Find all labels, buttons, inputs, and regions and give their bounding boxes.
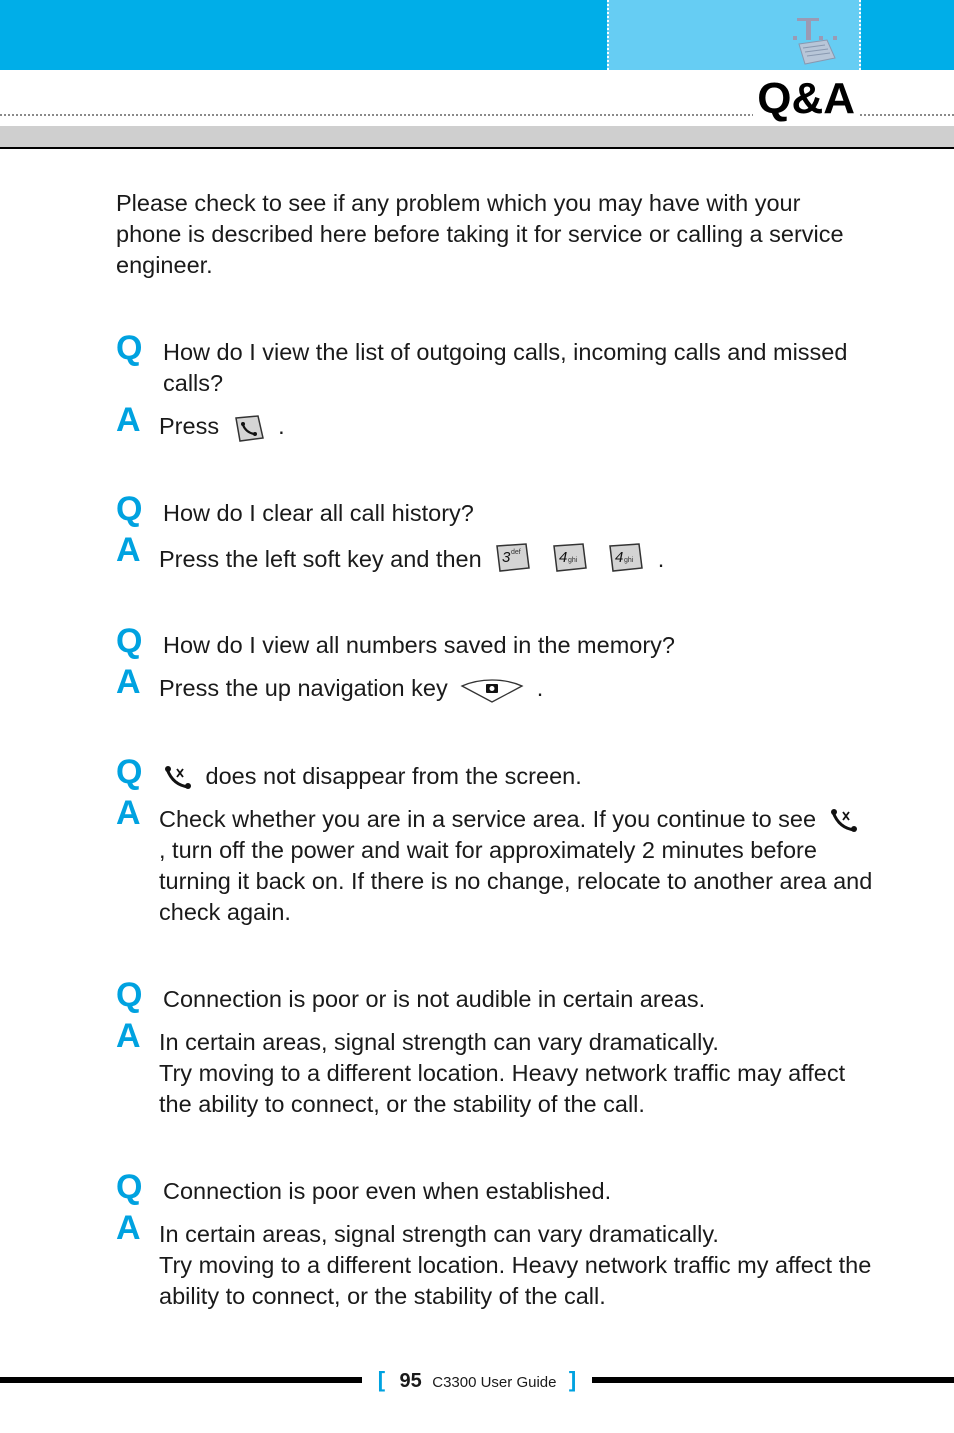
question-text: How do I view the list of outgoing calls, incoming calls and missed calls? — [163, 339, 848, 396]
page-title: Q&A — [753, 74, 859, 124]
question-text-part: does not disappear from the screen. — [205, 763, 582, 789]
q-mark: Q — [116, 329, 143, 367]
question-row — [116, 490, 876, 529]
question-text: How do I view all numbers saved in the memory? — [163, 632, 675, 658]
page-footer — [362, 1366, 592, 1397]
intro-paragraph: Please check to see if any problem which you may have with your phone is described here before taking it for service or calling a service engineer. — [116, 190, 844, 278]
key-letters: ghi — [567, 557, 578, 564]
up-nav-key-icon — [460, 676, 524, 704]
answer-text — [116, 411, 876, 443]
a-mark: A — [116, 1017, 141, 1055]
key-letters: ghi — [624, 557, 634, 564]
answer-row — [116, 531, 876, 581]
key-letters: def — [511, 549, 521, 556]
answer-line: Try moving to a different location. Heavy network traffic may affect the ability to connect, or the stability of the call. — [159, 1060, 846, 1117]
answer-text-part: . — [278, 413, 285, 439]
keypad-3-icon — [494, 541, 532, 581]
keypad-4-icon — [607, 541, 645, 581]
answer-text — [116, 673, 876, 704]
a-mark: A — [116, 794, 141, 832]
question-row — [116, 753, 876, 792]
question-text: Connection is poor or is not audible in certain areas. — [163, 986, 706, 1012]
question-row — [116, 329, 876, 399]
answer-text — [116, 1219, 876, 1312]
footer-bracket-right: ] — [568, 1367, 577, 1392]
answer-text-part: Check whether you are in a service area. If you continue to see — [159, 806, 817, 832]
header-grey-band — [0, 126, 954, 149]
answer-text-part: . — [536, 675, 544, 701]
a-mark: A — [116, 401, 141, 439]
q-mark: Q — [116, 622, 143, 660]
question-row — [116, 622, 876, 661]
qa-item — [116, 753, 876, 928]
answer-text-part: Press the left soft key and then — [159, 546, 482, 573]
q-mark: Q — [116, 976, 143, 1014]
no-service-icon — [163, 765, 193, 791]
question-text: Connection is poor even when established. — [163, 1178, 612, 1204]
qa-item — [116, 1168, 876, 1312]
answer-text-part: , turn off the power and wait for approximately 2 minutes before turning it back on. If there is no change, relocate to another area and check again. — [159, 837, 873, 925]
answer-text-part: Press — [159, 413, 220, 439]
answer-line: Try moving to a different location. Heavy network traffic my affect the ability to connect, or the stability of the call. — [159, 1252, 872, 1309]
no-service-icon — [829, 808, 859, 834]
q-mark: Q — [116, 1168, 143, 1206]
footer-rule-left — [0, 1377, 362, 1383]
question-row — [116, 976, 876, 1015]
footer-bracket-left: [ — [377, 1367, 386, 1392]
qa-item — [116, 976, 876, 1120]
question-text — [116, 761, 876, 792]
answer-row — [116, 1017, 876, 1120]
answer-row — [116, 794, 876, 928]
q-mark: Q — [116, 490, 143, 528]
answer-text-part: . — [657, 546, 665, 573]
key-number: 4 — [558, 549, 568, 566]
page-number: 95 — [399, 1370, 422, 1392]
a-mark: A — [116, 531, 141, 569]
guide-name: C3300 User Guide — [432, 1374, 557, 1391]
answer-text — [116, 541, 876, 581]
t-mobile-logo-icon — [779, 10, 845, 66]
send-key-icon — [232, 413, 266, 443]
qa-item — [116, 490, 876, 581]
key-number: 3 — [502, 549, 511, 566]
a-mark: A — [116, 1209, 141, 1247]
key-number: 4 — [615, 549, 624, 566]
answer-text — [116, 1027, 876, 1120]
a-mark: A — [116, 663, 141, 701]
logo-area — [607, 0, 861, 70]
answer-row — [116, 663, 876, 704]
question-text: How do I clear all call history? — [163, 500, 474, 526]
answer-text-part: Press the up navigation key — [159, 675, 448, 701]
keypad-4-icon — [551, 541, 589, 581]
qa-item — [116, 329, 876, 443]
answer-line: In certain areas, signal strength can vary dramatically. — [159, 1221, 719, 1247]
answer-text — [116, 804, 876, 928]
q-mark: Q — [116, 753, 143, 791]
question-row — [116, 1168, 876, 1207]
answer-line: In certain areas, signal strength can vary dramatically. — [159, 1029, 719, 1055]
answer-row — [116, 1209, 876, 1312]
answer-row — [116, 401, 876, 443]
qa-item — [116, 622, 876, 704]
footer-rule-right — [592, 1377, 954, 1383]
